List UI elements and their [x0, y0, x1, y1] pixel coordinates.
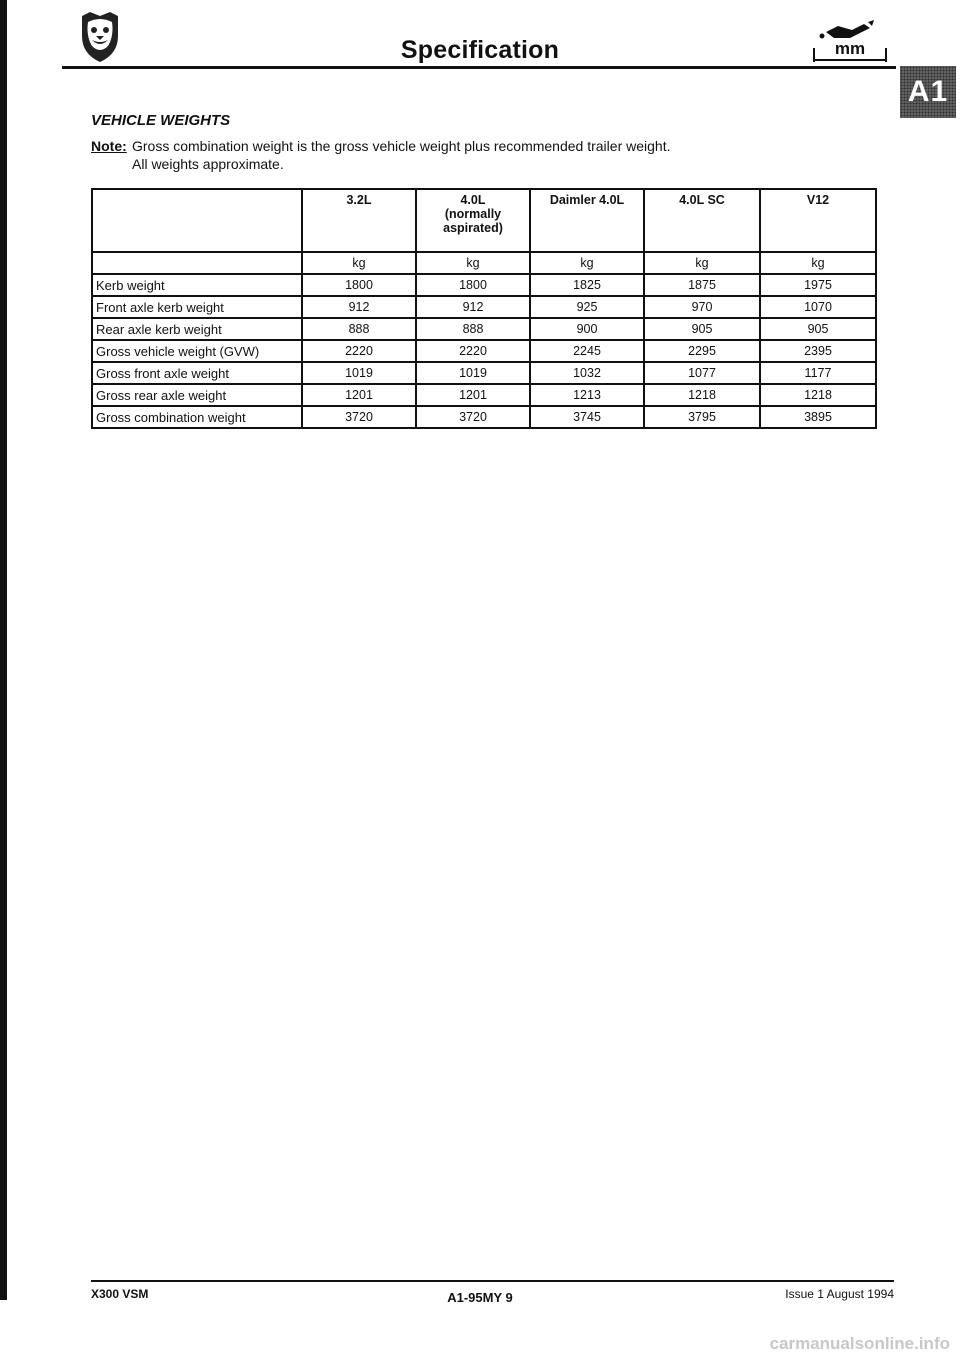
value-cell: 3720 — [302, 406, 416, 428]
value-cell: 2295 — [644, 340, 760, 362]
value-cell: 1875 — [644, 274, 760, 296]
footer-rule — [91, 1280, 894, 1282]
header-blank-cell — [92, 189, 302, 252]
value-cell: 3745 — [530, 406, 644, 428]
row-label: Kerb weight — [92, 274, 302, 296]
row-label: Gross front axle weight — [92, 362, 302, 384]
value-cell: 900 — [530, 318, 644, 340]
value-cell: 970 — [644, 296, 760, 318]
row-label: Front axle kerb weight — [92, 296, 302, 318]
header-cell: 3.2L — [302, 189, 416, 252]
header-line: (normally — [444, 207, 502, 221]
section-badge — [900, 66, 956, 118]
note-block — [91, 137, 670, 173]
table-row — [92, 406, 876, 428]
value-cell: 1201 — [302, 384, 416, 406]
header-line: 4.0L — [460, 193, 486, 207]
footer-issue-date: Issue 1 August 1994 — [785, 1287, 894, 1301]
value-cell: 1019 — [416, 362, 530, 384]
value-cell: 2220 — [302, 340, 416, 362]
unit-cell: kg — [530, 252, 644, 274]
header-cell: 4.0L SC — [644, 189, 760, 252]
value-cell: 1201 — [416, 384, 530, 406]
header-cell: Daimler 4.0L — [530, 189, 644, 252]
value-cell: 2220 — [416, 340, 530, 362]
value-cell: 1825 — [530, 274, 644, 296]
value-cell: 1019 — [302, 362, 416, 384]
table-header-row — [92, 189, 876, 252]
value-cell: 905 — [760, 318, 876, 340]
page-title: Specification — [400, 36, 560, 64]
units-blank-cell — [92, 252, 302, 274]
value-cell: 912 — [416, 296, 530, 318]
units-row — [92, 252, 876, 274]
table-row — [92, 296, 876, 318]
footer-manual-code: X300 VSM — [91, 1287, 149, 1301]
row-label: Gross combination weight — [92, 406, 302, 428]
value-cell: 1070 — [760, 296, 876, 318]
unit-cell: kg — [644, 252, 760, 274]
page-edge-bar — [0, 0, 7, 1300]
vehicle-weights-table — [91, 188, 877, 429]
row-label: Gross rear axle weight — [92, 384, 302, 406]
value-cell: 1213 — [530, 384, 644, 406]
table-row — [92, 318, 876, 340]
value-cell: 1032 — [530, 362, 644, 384]
watermark-text: carmanualsonline.info — [769, 1334, 950, 1353]
value-cell: 1975 — [760, 274, 876, 296]
table-row — [92, 340, 876, 362]
header-line: aspirated) — [443, 221, 503, 235]
table-row — [92, 384, 876, 406]
row-label: Rear axle kerb weight — [92, 318, 302, 340]
value-cell: 925 — [530, 296, 644, 318]
note-line-2: All weights approximate. — [132, 156, 284, 172]
table-row — [92, 274, 876, 296]
table-row — [92, 362, 876, 384]
note-line-1: Gross combination weight is the gross vehicle weight plus recommended trailer weight. — [132, 138, 671, 154]
header-rule — [62, 66, 896, 69]
oil-can-icon — [808, 18, 892, 64]
value-cell: 888 — [416, 318, 530, 340]
value-cell: 1077 — [644, 362, 760, 384]
value-cell: 3795 — [644, 406, 760, 428]
row-label: Gross vehicle weight (GVW) — [92, 340, 302, 362]
header-cell — [416, 189, 530, 252]
value-cell: 1800 — [416, 274, 530, 296]
value-cell: 1800 — [302, 274, 416, 296]
note-label: Note: — [91, 138, 127, 154]
footer-page-number: A1-95MY 9 — [447, 1290, 513, 1305]
mm-label: mm — [834, 39, 866, 58]
unit-cell: kg — [302, 252, 416, 274]
unit-cell: kg — [416, 252, 530, 274]
value-cell: 3720 — [416, 406, 530, 428]
value-cell: 3895 — [760, 406, 876, 428]
section-badge-label: A1 — [907, 75, 949, 108]
value-cell: 1177 — [760, 362, 876, 384]
value-cell: 2395 — [760, 340, 876, 362]
value-cell: 912 — [302, 296, 416, 318]
value-cell: 1218 — [760, 384, 876, 406]
value-cell: 1218 — [644, 384, 760, 406]
value-cell: 905 — [644, 318, 760, 340]
header-cell: V12 — [760, 189, 876, 252]
unit-cell: kg — [760, 252, 876, 274]
value-cell: 2245 — [530, 340, 644, 362]
section-title: VEHICLE WEIGHTS — [91, 112, 231, 129]
value-cell: 888 — [302, 318, 416, 340]
